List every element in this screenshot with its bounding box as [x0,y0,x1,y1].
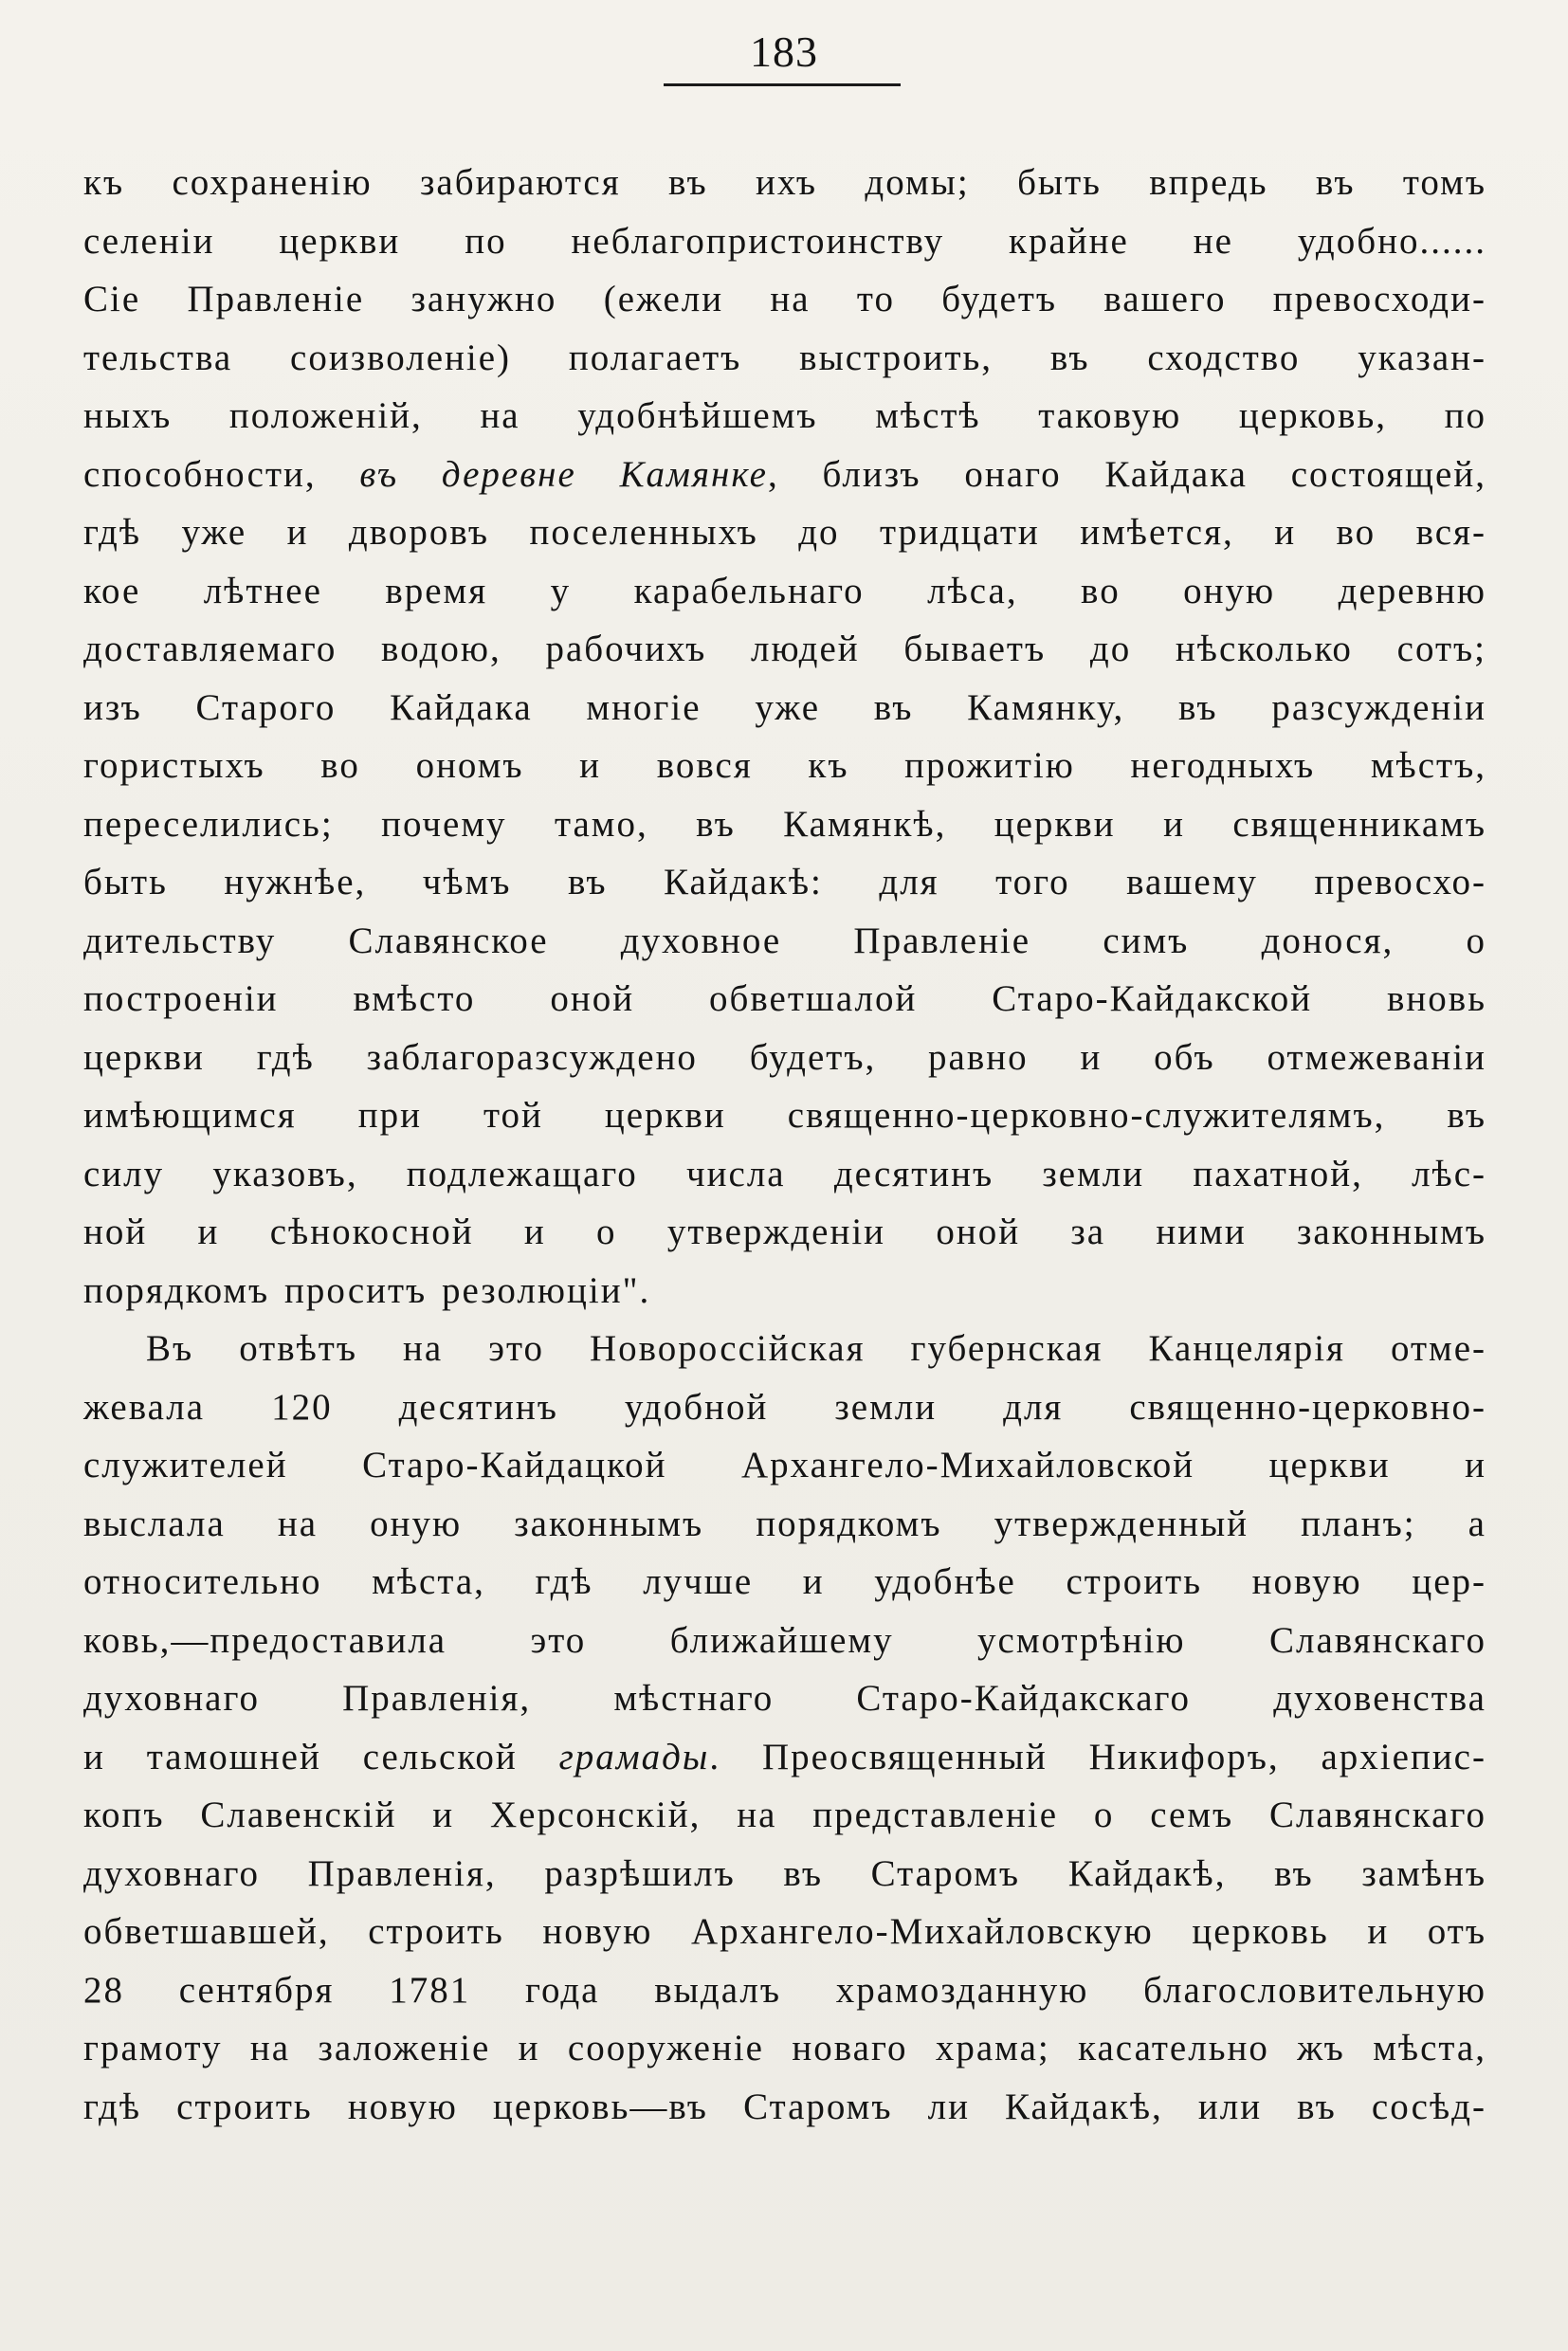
text-line: ныхъ положеній, на удобнѣйшемъ мѣстѣ таковую церковь, по [83,395,1486,436]
text-line: тельства соизволеніе) полагаетъ выстроить, въ сходство указан- [83,337,1486,378]
text-line: къ сохраненію забираются въ ихъ домы; быть впредь въ томъ [83,162,1486,203]
text-line: гдѣ уже и дворовъ поселенныхъ до тридцати имѣется, и во вся- [83,512,1486,553]
text-line: служителей Старо-Кайдацкой Архангело-Михайловской церкви и [83,1445,1486,1485]
text-line: быть нужнѣе, чѣмъ въ Кайдакѣ: для того вашему превосхо- [83,862,1486,902]
italic-phrase: въ деревне Камянке [359,453,768,495]
text-line: порядкомъ проситъ резолюціи". [83,1269,651,1311]
text-line: силу указовъ, подлежащаго числа десятинъ земли пахатной, лѣс- [83,1153,1486,1194]
page-number: 183 [750,27,818,76]
text-line: жевала 120 десятинъ удобной земли для священно-церковно- [83,1386,1486,1428]
text-line: грамоту на заложеніе и сооруженіе новаго храма; касательно жъ мѣста, [83,2028,1486,2069]
text-line: кое лѣтнее время у карабельнаго лѣса, во оную деревню [83,570,1486,611]
line-text-end: , близъ онаго Кайдака состоящей, [767,453,1486,495]
line-text-start: и тамошней сельской [83,1736,559,1777]
text-line: ковь,—предоставила это ближайшему усмотрѣнію Славянскаго [83,1619,1486,1661]
text-line: Сіе Правленіе занужно (ежели на то будетъ вашего превосходи- [83,279,1486,319]
text-line: гдѣ строить новую церковь—въ Старомъ ли Кайдакѣ, или въ сосѣд- [83,2086,1486,2127]
text-line: селеніи церкви по неблагопристоинству крайне не удобно...... [83,220,1486,262]
line-text-end: . Преосвященный Никифоръ, архіепис- [709,1736,1486,1777]
text-line: выслала на оную законнымъ порядкомъ утвержденный планъ; а [83,1503,1486,1544]
text-line: гористыхъ во ономъ и вовся къ прожитію негодныхъ мѣстъ, [83,745,1486,786]
text-line [83,1728,1486,1787]
header-rule [664,83,901,86]
line-text-start: способности, [83,453,360,495]
italic-phrase: грамады [558,1736,710,1777]
text-line: обветшавшей, строить новую Архангело-Михайловскую церковь и отъ [83,1911,1486,1952]
text-line: относительно мѣста, гдѣ лучше и удобнѣе строить новую цер- [83,1561,1486,1602]
text-line: церкви гдѣ заблагоразсуждено будетъ, равно и объ отмежеваніи [83,1036,1486,1078]
text-line: духовнаго Правленія, мѣстнаго Старо-Кайдакскаго духовенства [83,1678,1486,1719]
text-line: ной и сѣнокосной и о утвержденіи оной за ними законнымъ [83,1212,1486,1252]
text-line [83,446,1486,504]
text-line: 28 сентября 1781 года выдалъ храмозданную благословительную [83,1969,1486,2011]
text-line: имѣющимся при той церкви священно-церковно-служителямъ, въ [83,1095,1486,1136]
text-line: построеніи вмѣсто оной обветшалой Старо-Кайдакской вновь [83,978,1486,1019]
text-line: изъ Старого Кайдака многіе уже въ Камянку, въ разсужденіи [83,686,1486,728]
body-text [83,154,1486,2136]
text-line: дительству Славянское духовное Правленіе симъ донося, о [83,920,1486,961]
text-line: доставляемаго водою, рабочихъ людей бываетъ до нѣсколько сотъ; [83,629,1486,669]
text-line: переселились; почему тамо, въ Камянкѣ, церкви и священникамъ [83,803,1486,845]
text-line: копъ Славенскій и Херсонскій, на представленіе о семъ Славянскаго [83,1795,1486,1835]
text-line: духовнаго Правленія, разрѣшилъ въ Старомъ Кайдакѣ, въ замѣнъ [83,1852,1486,1894]
text-line: Въ отвѣтъ на это Новороссійская губернская Канцелярія отме- [146,1328,1486,1369]
